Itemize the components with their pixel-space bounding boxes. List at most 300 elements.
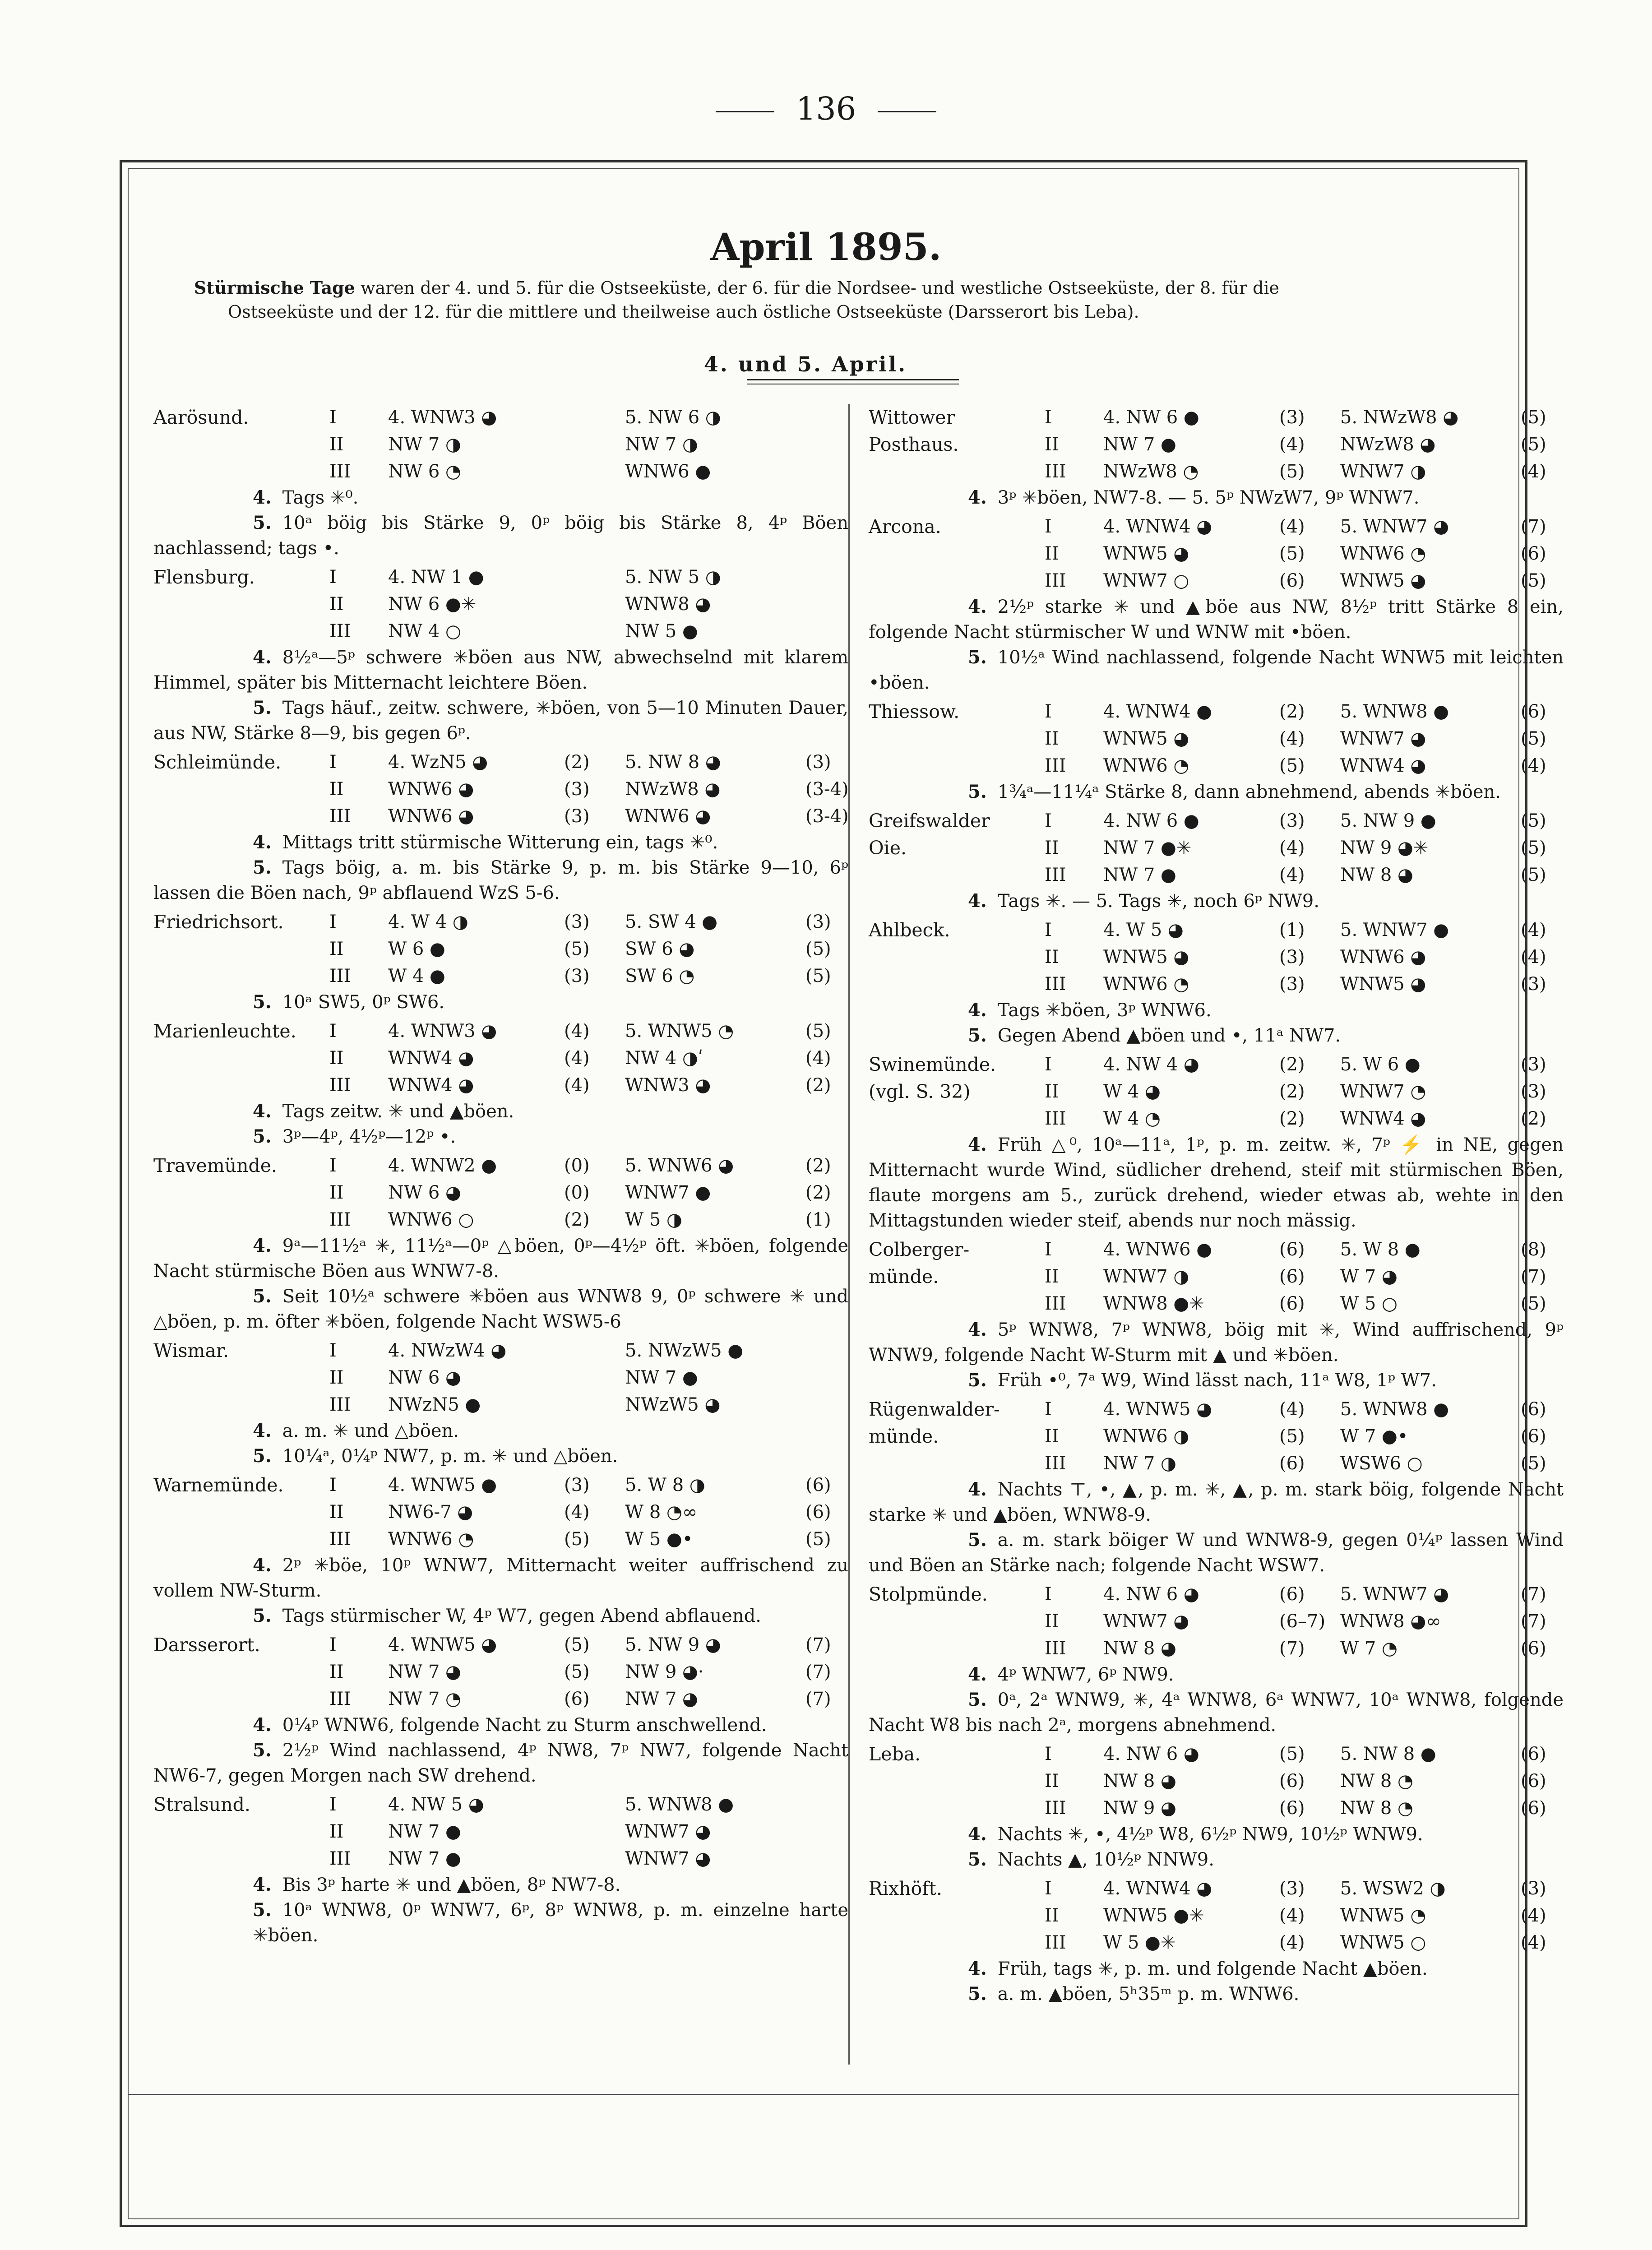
observation-row <box>869 567 1564 594</box>
day5-wind: 5. WSW2 ◑ <box>1340 1878 1446 1899</box>
observation-term: II <box>1045 1426 1059 1447</box>
day4-sea-state: (5) <box>1279 755 1305 776</box>
note-text: 2ᵖ ✳böe, 10ᵖ WNW7, Mitternacht weiter auffrischend zu vollem NW-Sturm. <box>153 1555 848 1601</box>
day4-wind: 4. NW 1 ● <box>388 567 484 588</box>
day5-wind: 5. WNW7 ● <box>1340 920 1449 940</box>
day5-wind: 5. WNW5 ◔ <box>625 1021 734 1042</box>
day5-sea-state: (6) <box>1521 1744 1546 1764</box>
note-day: 5. <box>253 697 272 718</box>
station-notes <box>869 1477 1564 1578</box>
note-line <box>153 1553 848 1603</box>
day5-sea-state: (4) <box>1521 1905 1546 1926</box>
note-line <box>869 998 1564 1023</box>
day5-wind: 5. SW 4 ● <box>625 912 718 932</box>
observation-term: III <box>1045 755 1066 776</box>
note-day: 5. <box>253 1740 272 1761</box>
observation-term: III <box>329 1209 351 1230</box>
day4-wind: 4. NW 4 ◕ <box>1103 1054 1199 1075</box>
day4-wind: NW 7 ● <box>388 1821 461 1842</box>
intro-line-2: Ostseeküste und der 12. für die mittlere und theilweise auch östliche Ostseeküste (Darsserort bis Leba). <box>228 302 1139 322</box>
day5-sea-state: (5) <box>1521 838 1546 858</box>
observation-term: III <box>1045 865 1066 885</box>
observation-row <box>869 1263 1564 1290</box>
day5-sea-state: (6) <box>805 1502 831 1523</box>
note-text: Tags stürmischer W, 4ᵖ W7, gegen Abend abflauend. <box>282 1606 761 1626</box>
observation-row <box>869 1078 1564 1105</box>
day4-wind: NW 7 ●✳ <box>1103 838 1192 858</box>
day5-wind: 5. W 8 ◑ <box>625 1475 705 1495</box>
observation-term: I <box>1045 1054 1052 1075</box>
day4-wind: WNW7 ◑ <box>1103 1266 1189 1287</box>
observation-term: I <box>1045 407 1052 428</box>
day4-sea-state: (5) <box>1279 1426 1305 1447</box>
note-text: Tags böig, a. m. bis Stärke 9, p. m. bis Stärke 9—10, 6ᵖ lassen die Böen nach, 9ᵖ abflauend WzS 5-6. <box>153 857 848 903</box>
station-name-line-2: münde. <box>869 1426 939 1447</box>
observation-term: III <box>329 1689 351 1709</box>
note-line <box>153 1099 848 1124</box>
observation-term: II <box>329 594 344 615</box>
day4-sea-state: (2) <box>1279 1108 1305 1129</box>
observation-row <box>153 1364 848 1391</box>
observation-term: III <box>1045 1932 1066 1953</box>
day4-wind: 4. NW 5 ◕ <box>388 1794 484 1815</box>
day4-sea-state: (3) <box>564 779 590 800</box>
observation-term: II <box>329 1821 344 1842</box>
day5-wind: 5. WNW6 ◕ <box>625 1155 734 1176</box>
observation-term: III <box>329 806 351 827</box>
day5-wind: 5. W 6 ● <box>1340 1054 1421 1075</box>
note-day: 5. <box>968 1849 987 1870</box>
station-block <box>153 1152 848 1334</box>
day5-sea-state: (3) <box>805 912 831 932</box>
station-block <box>869 404 1564 510</box>
day4-wind: W 4 ◔ <box>1103 1108 1161 1129</box>
observation-row <box>153 618 848 645</box>
day5-wind: WNW7 ◕ <box>1340 728 1426 749</box>
day5-sea-state: (2) <box>805 1182 831 1203</box>
observation-row <box>869 1608 1564 1635</box>
day5-wind: NW 7 ◕ <box>625 1689 698 1709</box>
day4-sea-state: (4) <box>564 1075 590 1096</box>
day4-sea-state: (2) <box>1279 1081 1305 1102</box>
day5-wind: SW 6 ◔ <box>625 966 695 986</box>
note-text: 1¾ᵃ—11¼ᵃ Stärke 8, dann abnehmend, abends ✳böen. <box>997 782 1501 802</box>
day5-sea-state: (5) <box>1521 407 1546 428</box>
day4-wind: NW 7 ● <box>388 1848 461 1869</box>
station-name: Travemünde. <box>153 1155 278 1176</box>
note-line <box>153 485 848 510</box>
note-day: 5. <box>253 512 272 533</box>
observation-row <box>153 1818 848 1845</box>
day5-wind: 5. NW 8 ● <box>1340 1744 1436 1764</box>
day5-wind: 5. WNW8 ● <box>1340 1399 1449 1420</box>
station-notes <box>153 645 848 746</box>
station-name: Colberger- <box>869 1239 970 1260</box>
note-day: 5. <box>968 1370 987 1391</box>
day4-sea-state: (7) <box>1279 1638 1305 1659</box>
day5-sea-state: (2) <box>805 1155 831 1176</box>
note-line <box>153 1872 848 1898</box>
observation-term: I <box>329 1634 337 1655</box>
observation-term: I <box>329 1794 337 1815</box>
station-notes <box>153 1872 848 1948</box>
station-notes <box>153 1553 848 1629</box>
observation-term: I <box>329 407 337 428</box>
observation-term: I <box>1045 1744 1052 1764</box>
observation-row <box>869 725 1564 752</box>
day4-wind: 4. W 4 ◑ <box>388 912 468 932</box>
station-name: Warnemünde. <box>153 1474 284 1496</box>
day5-wind: 5. NW 9 ◕ <box>625 1634 721 1655</box>
day4-sea-state: (1) <box>1279 920 1305 940</box>
note-text: 2½ᵖ Wind nachlassend, 4ᵖ NW8, 7ᵖ NW7, folgende Nacht NW6-7, gegen Morgen nach SW drehend. <box>153 1740 848 1786</box>
page-number-text: 136 <box>796 90 856 127</box>
day4-sea-state: (6) <box>1279 1266 1305 1287</box>
observation-term: I <box>1045 920 1052 940</box>
observation-row <box>153 1472 848 1499</box>
observation-term: I <box>329 567 337 588</box>
day4-wind: WNW7 ◕ <box>1103 1611 1189 1632</box>
day4-sea-state: (0) <box>564 1182 590 1203</box>
station-notes <box>153 830 848 906</box>
observation-term: I <box>1045 810 1052 831</box>
station-notes <box>153 1233 848 1334</box>
observation-term: III <box>1045 1638 1066 1659</box>
note-text: 10¼ᵃ, 0¼ᵖ NW7, p. m. ✳ und △böen. <box>282 1446 618 1467</box>
observation-row <box>153 1152 848 1179</box>
note-day: 5. <box>253 991 272 1013</box>
day4-wind: NWzW8 ◔ <box>1103 461 1199 482</box>
station-name: Aarösund. <box>153 407 249 428</box>
day4-sea-state: (0) <box>564 1155 590 1176</box>
observation-term: II <box>1045 1905 1059 1926</box>
station-name: Darsserort. <box>153 1634 260 1656</box>
day4-sea-state: (3) <box>564 912 590 932</box>
day4-wind: NW 8 ◕ <box>1103 1771 1176 1792</box>
observation-row <box>869 1450 1564 1477</box>
day4-sea-state: (4) <box>1279 865 1305 885</box>
day5-wind: W 5 ●• <box>625 1529 693 1550</box>
observation-row <box>869 1290 1564 1317</box>
day5-sea-state: (3) <box>1521 1081 1546 1102</box>
observation-term: III <box>1045 1798 1066 1819</box>
note-text: Früh, tags ✳, p. m. und folgende Nacht ▲böen. <box>997 1958 1428 1979</box>
day5-wind: NWzW5 ◕ <box>625 1394 721 1415</box>
day5-sea-state: (5) <box>1521 728 1546 749</box>
note-text: 3ᵖ ✳böen, NW7-8. — 5. 5ᵖ NWzW7, 9ᵖ WNW7. <box>997 487 1420 508</box>
day5-wind: 5. W 8 ● <box>1340 1239 1421 1260</box>
observation-term: II <box>329 1502 344 1523</box>
day4-sea-state: (4) <box>1279 1905 1305 1926</box>
day4-wind: NW 7 ◑ <box>388 434 461 455</box>
note-line <box>153 645 848 695</box>
day4-sea-state: (6) <box>1279 1584 1305 1605</box>
day4-wind: NW 4 ○ <box>388 621 461 642</box>
day4-sea-state: (6) <box>1279 1239 1305 1260</box>
note-text: Nachts ✳, •, 4½ᵖ W8, 6½ᵖ NW9, 10½ᵖ WNW9. <box>997 1824 1423 1845</box>
day5-wind: WNW7 ◕ <box>625 1848 711 1869</box>
observation-term: II <box>329 779 344 800</box>
day4-wind: 4. WNW5 ● <box>388 1475 497 1495</box>
note-line <box>153 1738 848 1788</box>
day5-sea-state: (5) <box>805 1529 831 1550</box>
observation-row <box>153 1685 848 1713</box>
day4-sea-state: (6) <box>1279 1798 1305 1819</box>
day4-wind: W 5 ●✳ <box>1103 1932 1176 1953</box>
note-text: Tags ✳böen, 3ᵖ WNW6. <box>997 1000 1212 1021</box>
day5-wind: W 7 ●• <box>1340 1426 1408 1447</box>
station-notes <box>869 1132 1564 1233</box>
page-number-dash-right <box>878 111 936 112</box>
day5-sea-state: (5) <box>1521 1453 1546 1474</box>
day5-wind: WNW8 ◕ <box>625 594 711 615</box>
day5-sea-state: (5) <box>805 939 831 959</box>
station-notes <box>153 1099 848 1149</box>
column-divider <box>848 404 850 2065</box>
day5-wind: NWzW8 ◕ <box>1340 434 1436 455</box>
day4-wind: WNW6 ◔ <box>1103 974 1189 995</box>
observation-term: II <box>1045 838 1059 858</box>
observation-term: II <box>329 1367 344 1388</box>
station-block <box>869 1581 1564 1738</box>
day5-sea-state: (6) <box>1521 1399 1546 1420</box>
day4-wind: NW 7 ◔ <box>388 1689 461 1709</box>
day5-sea-state: (7) <box>805 1689 831 1709</box>
station-name: Wismar. <box>153 1340 229 1361</box>
note-day: 4. <box>253 832 272 853</box>
day5-wind: WNW6 ◕ <box>625 806 711 827</box>
observation-term: III <box>1045 974 1066 995</box>
station-block <box>869 917 1564 1048</box>
observation-row <box>869 752 1564 779</box>
day5-sea-state: (6) <box>1521 701 1546 722</box>
station-name: Marienleuchte. <box>153 1020 296 1042</box>
note-day: 4. <box>968 890 987 912</box>
observation-term: II <box>1045 947 1059 968</box>
observation-row <box>869 971 1564 998</box>
note-text: a. m. ✳ und △böen. <box>282 1421 459 1441</box>
day4-sea-state: (4) <box>564 1048 590 1069</box>
note-text: 4ᵖ WNW7, 6ᵖ NW9. <box>997 1664 1174 1685</box>
observation-term: I <box>329 912 337 932</box>
day4-sea-state: (2) <box>564 752 590 773</box>
observation-row <box>153 908 848 935</box>
note-line <box>869 889 1564 914</box>
observation-row <box>869 1875 1564 1902</box>
observation-term: III <box>1045 1453 1066 1474</box>
note-text: 10ᵃ böig bis Stärke 9, 0ᵖ böig bis Stärke 8, 4ᵖ Böen nachlassend; tags •. <box>153 513 848 559</box>
observation-row <box>153 1658 848 1685</box>
observation-row <box>153 1526 848 1553</box>
note-day: 5. <box>253 857 272 878</box>
note-day: 4. <box>253 487 272 508</box>
day5-sea-state: (8) <box>1521 1239 1546 1260</box>
day4-wind: NW 7 ● <box>1103 865 1176 885</box>
day5-wind: SW 6 ◕ <box>625 939 695 959</box>
station-block <box>153 1472 848 1629</box>
station-name: Rixhöft. <box>869 1878 942 1899</box>
note-day: 5. <box>968 1689 987 1710</box>
day4-sea-state: (6–7) <box>1279 1611 1326 1632</box>
day4-wind: NW 6 ◔ <box>388 461 461 482</box>
day5-wind: WNW8 ◕∞ <box>1340 1611 1441 1632</box>
day4-sea-state: (5) <box>1279 543 1305 564</box>
station-block <box>869 1396 1564 1578</box>
day5-sea-state: (4) <box>1521 755 1546 776</box>
day4-wind: NWzN5 ● <box>388 1394 481 1415</box>
observation-term: I <box>329 1475 337 1495</box>
note-line <box>153 1418 848 1444</box>
day4-sea-state: (3) <box>1279 407 1305 428</box>
day5-sea-state: (3) <box>805 752 831 773</box>
note-day: 5. <box>968 1025 987 1046</box>
observation-row <box>869 917 1564 944</box>
station-block <box>869 1875 1564 2007</box>
observation-row <box>153 404 848 431</box>
note-text: a. m. stark böiger W und WNW8-9, gegen 0¼ᵖ lassen Wind und Böen an Stärke nach; folgende Nacht WSW7. <box>869 1530 1564 1576</box>
note-text: 0¼ᵖ WNW6, folgende Nacht zu Sturm anschwellend. <box>282 1715 767 1736</box>
observation-term: I <box>1045 516 1052 537</box>
day5-sea-state: (6) <box>1521 543 1546 564</box>
station-block <box>869 1741 1564 1872</box>
observation-term: I <box>329 752 337 773</box>
observation-row <box>869 1741 1564 1768</box>
day5-sea-state: (3-4) <box>805 779 849 800</box>
note-line <box>869 594 1564 645</box>
day4-wind: W 6 ● <box>388 939 445 959</box>
note-day: 5. <box>253 1605 272 1626</box>
note-day: 4. <box>253 647 272 668</box>
note-line <box>869 1132 1564 1233</box>
note-line <box>869 1847 1564 1872</box>
observation-term: I <box>1045 701 1052 722</box>
note-line <box>869 1368 1564 1393</box>
note-day: 4. <box>253 1555 272 1576</box>
observation-term: II <box>1045 1081 1059 1102</box>
station-name: Ahlbeck. <box>869 919 950 941</box>
note-day: 4. <box>968 1319 987 1340</box>
day5-wind: WSW6 ○ <box>1340 1453 1423 1474</box>
day5-wind: WNW5 ◕ <box>1340 974 1426 995</box>
day5-wind: WNW4 ◕ <box>1340 1108 1426 1129</box>
day4-wind: WNW4 ◕ <box>388 1048 474 1069</box>
observation-row <box>869 1635 1564 1662</box>
observation-term: II <box>329 939 344 959</box>
day4-wind: WNW6 ◔ <box>388 1529 474 1550</box>
day5-sea-state: (7) <box>1521 1584 1546 1605</box>
day4-wind: WNW8 ●✳ <box>1103 1293 1204 1314</box>
day5-wind: WNW3 ◕ <box>625 1075 711 1096</box>
observation-row <box>153 591 848 618</box>
day5-sea-state: (7) <box>1521 1611 1546 1632</box>
observation-term: III <box>329 1848 351 1869</box>
station-name: Schleimünde. <box>153 751 282 773</box>
day5-wind: NW 5 ● <box>625 621 698 642</box>
note-day: 4. <box>968 1134 987 1155</box>
observation-term: II <box>329 1662 344 1682</box>
station-name: Swinemünde. <box>869 1054 996 1075</box>
observation-term: II <box>1045 1266 1059 1287</box>
day4-wind: 4. WNW4 ◕ <box>1103 1878 1212 1899</box>
station-name: Flensburg. <box>153 566 255 588</box>
day5-wind: WNW7 ◕ <box>625 1821 711 1842</box>
day4-wind: WNW5 ●✳ <box>1103 1905 1204 1926</box>
day4-sea-state: (3) <box>1279 810 1305 831</box>
day4-sea-state: (4) <box>1279 728 1305 749</box>
day5-wind: 5. WNW8 ● <box>625 1794 734 1815</box>
station-block <box>869 698 1564 805</box>
note-text: 9ᵃ—11½ᵃ ✳, 11½ᵃ—0ᵖ △böen, 0ᵖ—4½ᵖ öft. ✳böen, folgende Nacht stürmische Böen aus WNW7-8. <box>153 1236 848 1282</box>
day5-wind: NW 8 ◕ <box>1340 865 1413 885</box>
note-day: 5. <box>968 647 987 668</box>
intro-line-1-text: waren der 4. und 5. für die Ostseeküste, der 6. für die Nordsee- und westliche Ostseeküste, der 8. für die <box>355 278 1280 298</box>
station-name-line-2: Posthaus. <box>869 434 959 455</box>
observation-row <box>869 458 1564 485</box>
observation-row <box>153 803 848 830</box>
day4-wind: WNW6 ○ <box>388 1209 474 1230</box>
day5-sea-state: (3) <box>1521 1054 1546 1075</box>
observation-term: III <box>1045 570 1066 591</box>
day4-sea-state: (3) <box>564 1475 590 1495</box>
day5-wind: 5. WNW7 ◕ <box>1340 516 1449 537</box>
day5-wind: NWzW8 ◕ <box>625 779 721 800</box>
note-text: Nachts ⊤, •, ▲, p. m. ✳, ▲, p. m. stark böig, folgende Nacht starke ✳ und ▲böen, WNW8-9. <box>869 1479 1564 1525</box>
note-text: Tags ✳⁰. <box>282 487 359 508</box>
observation-row <box>869 1396 1564 1423</box>
day5-wind: W 5 ◑ <box>625 1209 682 1230</box>
day5-wind: 5. WNW8 ● <box>1340 701 1449 722</box>
note-day: 4. <box>968 1824 987 1845</box>
day5-sea-state: (7) <box>1521 1266 1546 1287</box>
page-title: April 1895. <box>710 226 942 269</box>
day4-sea-state: (4) <box>1279 1399 1305 1420</box>
day4-wind: WNW6 ◔ <box>1103 755 1189 776</box>
day4-wind: WNW5 ◕ <box>1103 543 1189 564</box>
station-block <box>153 404 848 561</box>
observation-row <box>869 513 1564 540</box>
day5-wind: WNW7 ◔ <box>1340 1081 1426 1102</box>
day5-sea-state: (4) <box>1521 1932 1546 1953</box>
day4-wind: WNW6 ◕ <box>388 779 474 800</box>
day4-sea-state: (3) <box>1279 974 1305 995</box>
day4-sea-state: (5) <box>1279 461 1305 482</box>
note-day: 4. <box>253 1101 272 1122</box>
note-line <box>869 1981 1564 2007</box>
observation-row <box>869 1902 1564 1929</box>
day4-sea-state: (4) <box>564 1021 590 1042</box>
observation-row <box>869 1236 1564 1263</box>
day4-sea-state: (6) <box>1279 1293 1305 1314</box>
day5-wind: NW 8 ◔ <box>1340 1771 1413 1792</box>
observation-row <box>153 1072 848 1099</box>
day4-wind: 4. NW 6 ◕ <box>1103 1584 1199 1605</box>
day4-sea-state: (6) <box>1279 1771 1305 1792</box>
observation-row <box>153 935 848 963</box>
note-line <box>869 1956 1564 1981</box>
station-block <box>153 1791 848 1948</box>
day4-sea-state: (3) <box>1279 947 1305 968</box>
observation-row <box>869 1768 1564 1795</box>
observation-term: II <box>329 1048 344 1069</box>
note-text: Früh •⁰, 7ᵃ W9, Wind lässt nach, 11ᵃ W8, 1ᵖ W7. <box>997 1370 1437 1391</box>
note-line <box>153 855 848 906</box>
note-line <box>153 1233 848 1284</box>
observation-row <box>153 776 848 803</box>
day5-wind: WNW6 ◕ <box>1340 947 1426 968</box>
observation-term: II <box>1045 728 1059 749</box>
station-name-line-2: Oie. <box>869 837 907 859</box>
day4-wind: NW 6 ◕ <box>388 1182 461 1203</box>
